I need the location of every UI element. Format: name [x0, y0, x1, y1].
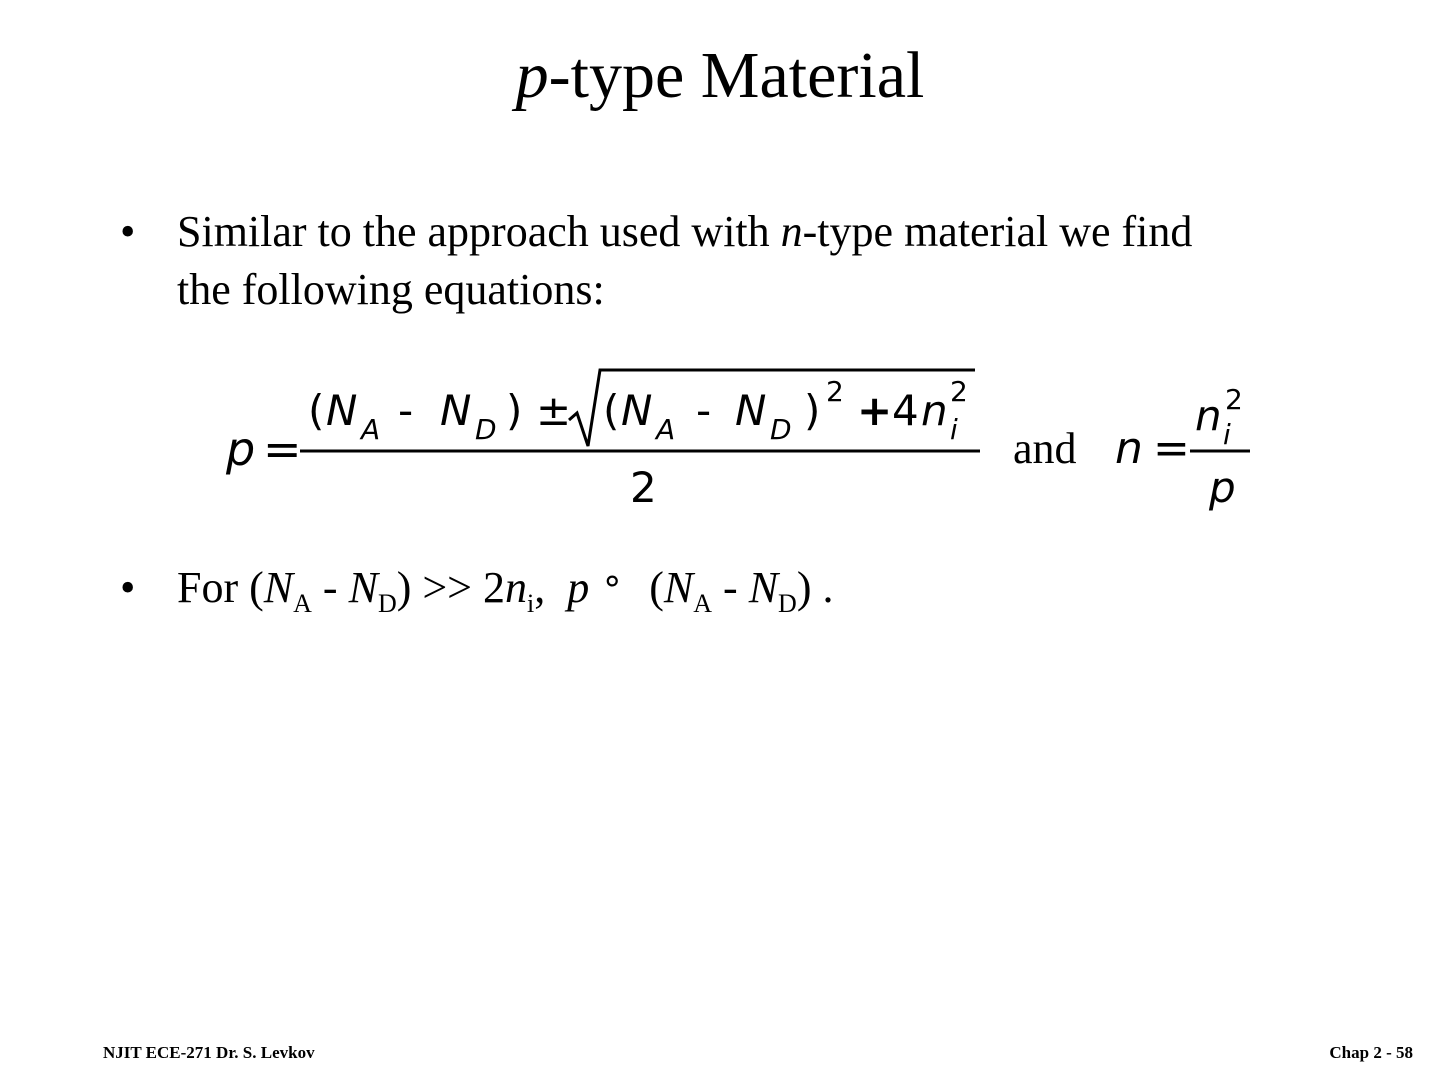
bullet-1-text-line2: the following equations:	[177, 265, 605, 314]
b2-close: ) .	[796, 563, 834, 612]
eq-open-paren-2: (	[603, 386, 620, 435]
bullet-1-text-start: Similar to the approach used with	[177, 207, 781, 256]
eq-square-2: 2	[950, 375, 968, 408]
eq-sub-D-1: D	[475, 413, 497, 446]
footer-page-number: Chap 2 - 58	[1329, 1043, 1413, 1062]
b2-approx-symbol: °	[603, 570, 622, 611]
footer-course: NJIT ECE-271 Dr. S. Levkov	[103, 1043, 315, 1062]
eq-four: 4	[892, 386, 919, 435]
b2-sub-D-2: D	[778, 589, 797, 618]
eq-square-3: 2	[1225, 383, 1243, 416]
b2-var-n: n	[505, 563, 527, 612]
b2-text-for: For (	[177, 563, 264, 612]
eq-equals: =	[263, 422, 302, 476]
title-text: -type Material	[548, 39, 925, 112]
title-variable: p	[515, 39, 549, 112]
eq-plusminus: ±	[536, 386, 572, 435]
bullet-1-text-end: -type material we find	[802, 207, 1193, 256]
eq-sub-A-1: A	[361, 413, 381, 446]
b2-sub-i: i	[527, 589, 535, 618]
eq-close-paren-1: )	[506, 386, 523, 435]
eq-equals-2: =	[1153, 423, 1190, 474]
eq-n-lhs: n	[1115, 423, 1143, 474]
b2-minus-2: -	[712, 563, 749, 612]
eq-minus-2: -	[696, 386, 712, 435]
eq-n-var: n	[921, 386, 948, 435]
b2-sub-A-2: A	[693, 589, 713, 618]
eq-N-1: N	[326, 386, 358, 435]
b2-sub-A-1: A	[293, 589, 312, 618]
b2-minus-1: -	[311, 563, 349, 612]
bullet-icon: •	[120, 207, 136, 256]
eq-n-num: n	[1195, 391, 1222, 440]
eq-N-4: N	[735, 386, 767, 435]
eq-denominator: 2	[630, 463, 657, 512]
bullet-1-variable: n	[780, 207, 803, 256]
eq-sub-i-2: i	[1223, 418, 1231, 451]
eq-p-var: p	[226, 422, 256, 476]
eq-close-paren-2: )	[804, 386, 821, 435]
eq-p-den: p	[1209, 463, 1236, 512]
eq-N-3: N	[621, 386, 653, 435]
eq-minus-1: -	[398, 386, 414, 435]
b2-var-p: p	[567, 563, 590, 612]
eq-N-2: N	[440, 386, 472, 435]
b2-comma: ,	[534, 563, 568, 612]
eq-square-1: 2	[826, 375, 844, 408]
eq-sub-D-2: D	[770, 413, 792, 446]
bullet-text-2	[177, 559, 1317, 620]
b2-open-paren: (	[649, 563, 664, 612]
b2-var-N-2: N	[348, 563, 378, 612]
b2-var-N-1: N	[263, 563, 294, 612]
bullet-icon: •	[120, 563, 136, 612]
eq-sub-i-1: i	[950, 413, 958, 446]
eq-and: and	[1013, 424, 1077, 473]
b2-sub-D-1: D	[377, 589, 397, 618]
b2-var-N-3: N	[663, 563, 694, 612]
eq-plus: +	[857, 386, 893, 435]
eq-open-paren-1: (	[308, 386, 325, 435]
eq-sub-A-2: A	[656, 413, 676, 446]
b2-var-N-4: N	[748, 563, 779, 612]
b2-text-gg: ) >> 2	[396, 563, 505, 612]
